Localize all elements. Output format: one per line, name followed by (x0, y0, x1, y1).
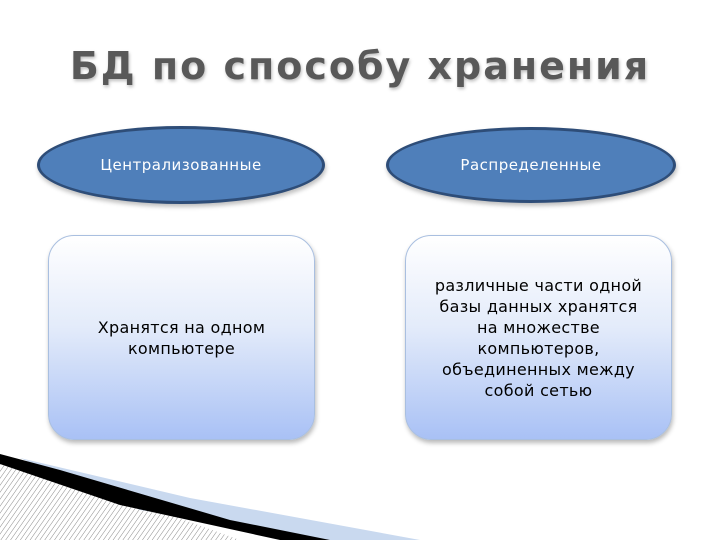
header-distributed-label: Распределенные (460, 156, 602, 174)
header-distributed (386, 127, 676, 203)
description-box-centralized (48, 235, 315, 440)
header-centralized-label: Централизованные (100, 156, 262, 174)
description-centralized-text: Хранятся на одном компьютере (97, 317, 266, 358)
slide-title: БД по способу хранения (69, 44, 651, 88)
header-centralized (37, 126, 325, 204)
description-distributed-text: различные части одной базы данных хранятся на множестве компьютеров, объединенных между собой сетью (434, 275, 643, 400)
description-box-distributed (405, 235, 672, 440)
decorative-corner-stripes (0, 450, 420, 540)
